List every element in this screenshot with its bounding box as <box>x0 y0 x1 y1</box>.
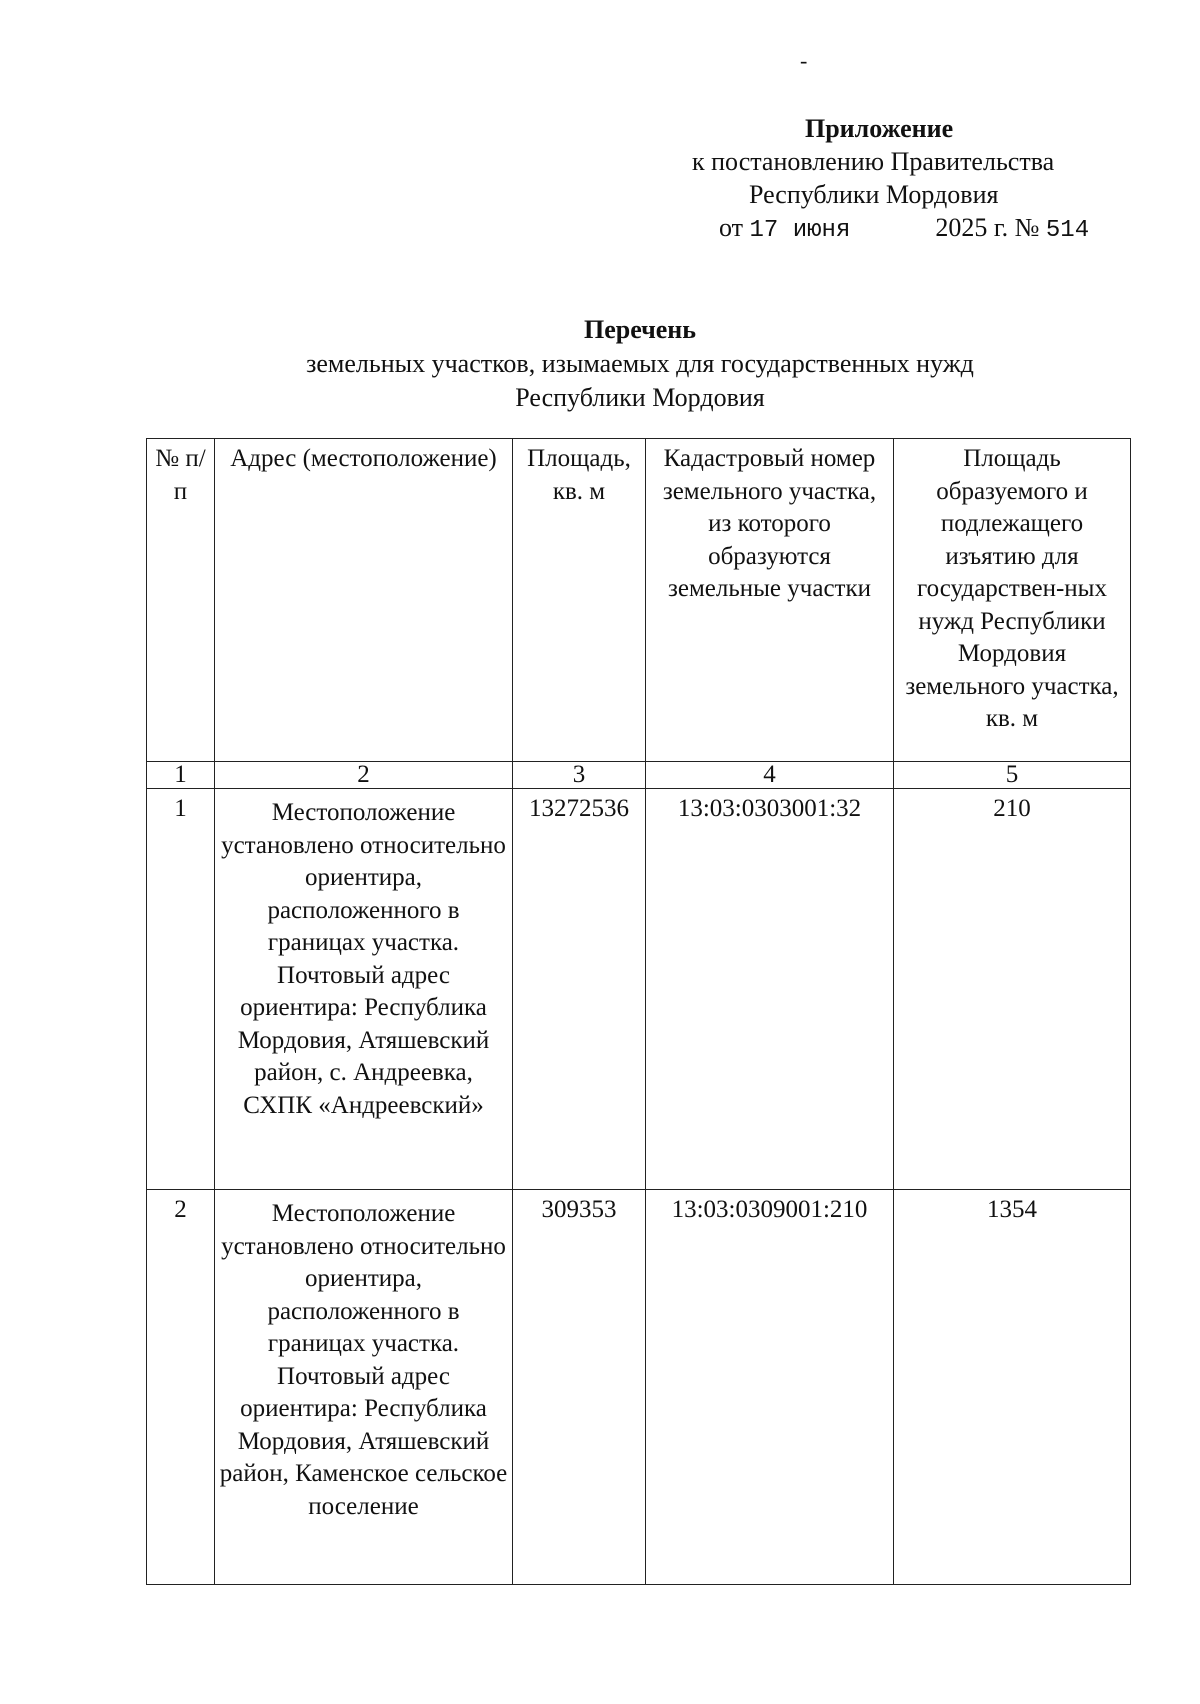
resolution-number: 514 <box>1045 217 1090 244</box>
column-number: 4 <box>646 762 894 789</box>
column-numbers-row <box>147 762 1131 789</box>
appendix-block <box>640 112 1110 247</box>
table-row <box>147 789 1131 1190</box>
row-cadastral-number: 13:03:0309001:210 <box>646 1190 894 1585</box>
heading-line-1: земельных участков, изымаемых для государственных нужд <box>306 349 974 378</box>
heading-title: Перечень <box>583 315 697 344</box>
row-address: Местоположение установлено относительно ориентира, расположенного в границах участка. Почтовый адрес ориентира: Республика Мордовия, Атяшевский район, Каменское сельское поселение <box>215 1190 513 1585</box>
column-number: 1 <box>147 762 215 789</box>
appendix-line-1: к постановлению Правительства <box>692 147 1055 176</box>
row-area: 309353 <box>513 1190 646 1585</box>
appendix-title: Приложение <box>805 114 954 143</box>
heading-line-2: Республики Мордовия <box>515 383 765 412</box>
row-number: 1 <box>147 789 215 1190</box>
table-row <box>147 1190 1131 1585</box>
row-area: 13272536 <box>513 789 646 1190</box>
column-header-area: Площадь, кв. м <box>513 439 646 762</box>
land-plots-table <box>146 438 1131 1585</box>
row-seized-area: 210 <box>894 789 1131 1190</box>
date-prefix: от <box>719 213 744 242</box>
header-mark: - <box>800 48 808 73</box>
appendix-date-line <box>640 211 1110 247</box>
column-header-address: Адрес (местоположение) <box>215 439 513 762</box>
year-suffix: 2025 г. № <box>935 213 1040 242</box>
column-number: 3 <box>513 762 646 789</box>
row-cadastral-number: 13:03:0303001:32 <box>646 789 894 1190</box>
document-heading <box>0 313 1200 415</box>
column-header-cadastral: Кадастровый номер земельного участка, из которого образуются земельные участки <box>646 439 894 762</box>
column-number: 2 <box>215 762 513 789</box>
row-number: 2 <box>147 1190 215 1585</box>
column-header-number: № п/п <box>147 439 215 762</box>
column-header-seized-area: Площадь образуемого и подлежащего изъятию для государствен-ных нужд Республики Мордовия земельного участка, кв. м <box>894 439 1131 762</box>
table-header-row <box>147 439 1131 762</box>
row-seized-area: 1354 <box>894 1190 1131 1585</box>
row-address: Местоположение установлено относительно ориентира, расположенного в границах участка. Почтовый адрес ориентира: Республика Мордовия, Атяшевский район, с. Андреевка, СХПК «Андреевский» <box>215 789 513 1190</box>
date-day-month: 17 июня <box>749 217 851 244</box>
appendix-line-2: Республики Мордовия <box>749 180 999 209</box>
column-number: 5 <box>894 762 1131 789</box>
